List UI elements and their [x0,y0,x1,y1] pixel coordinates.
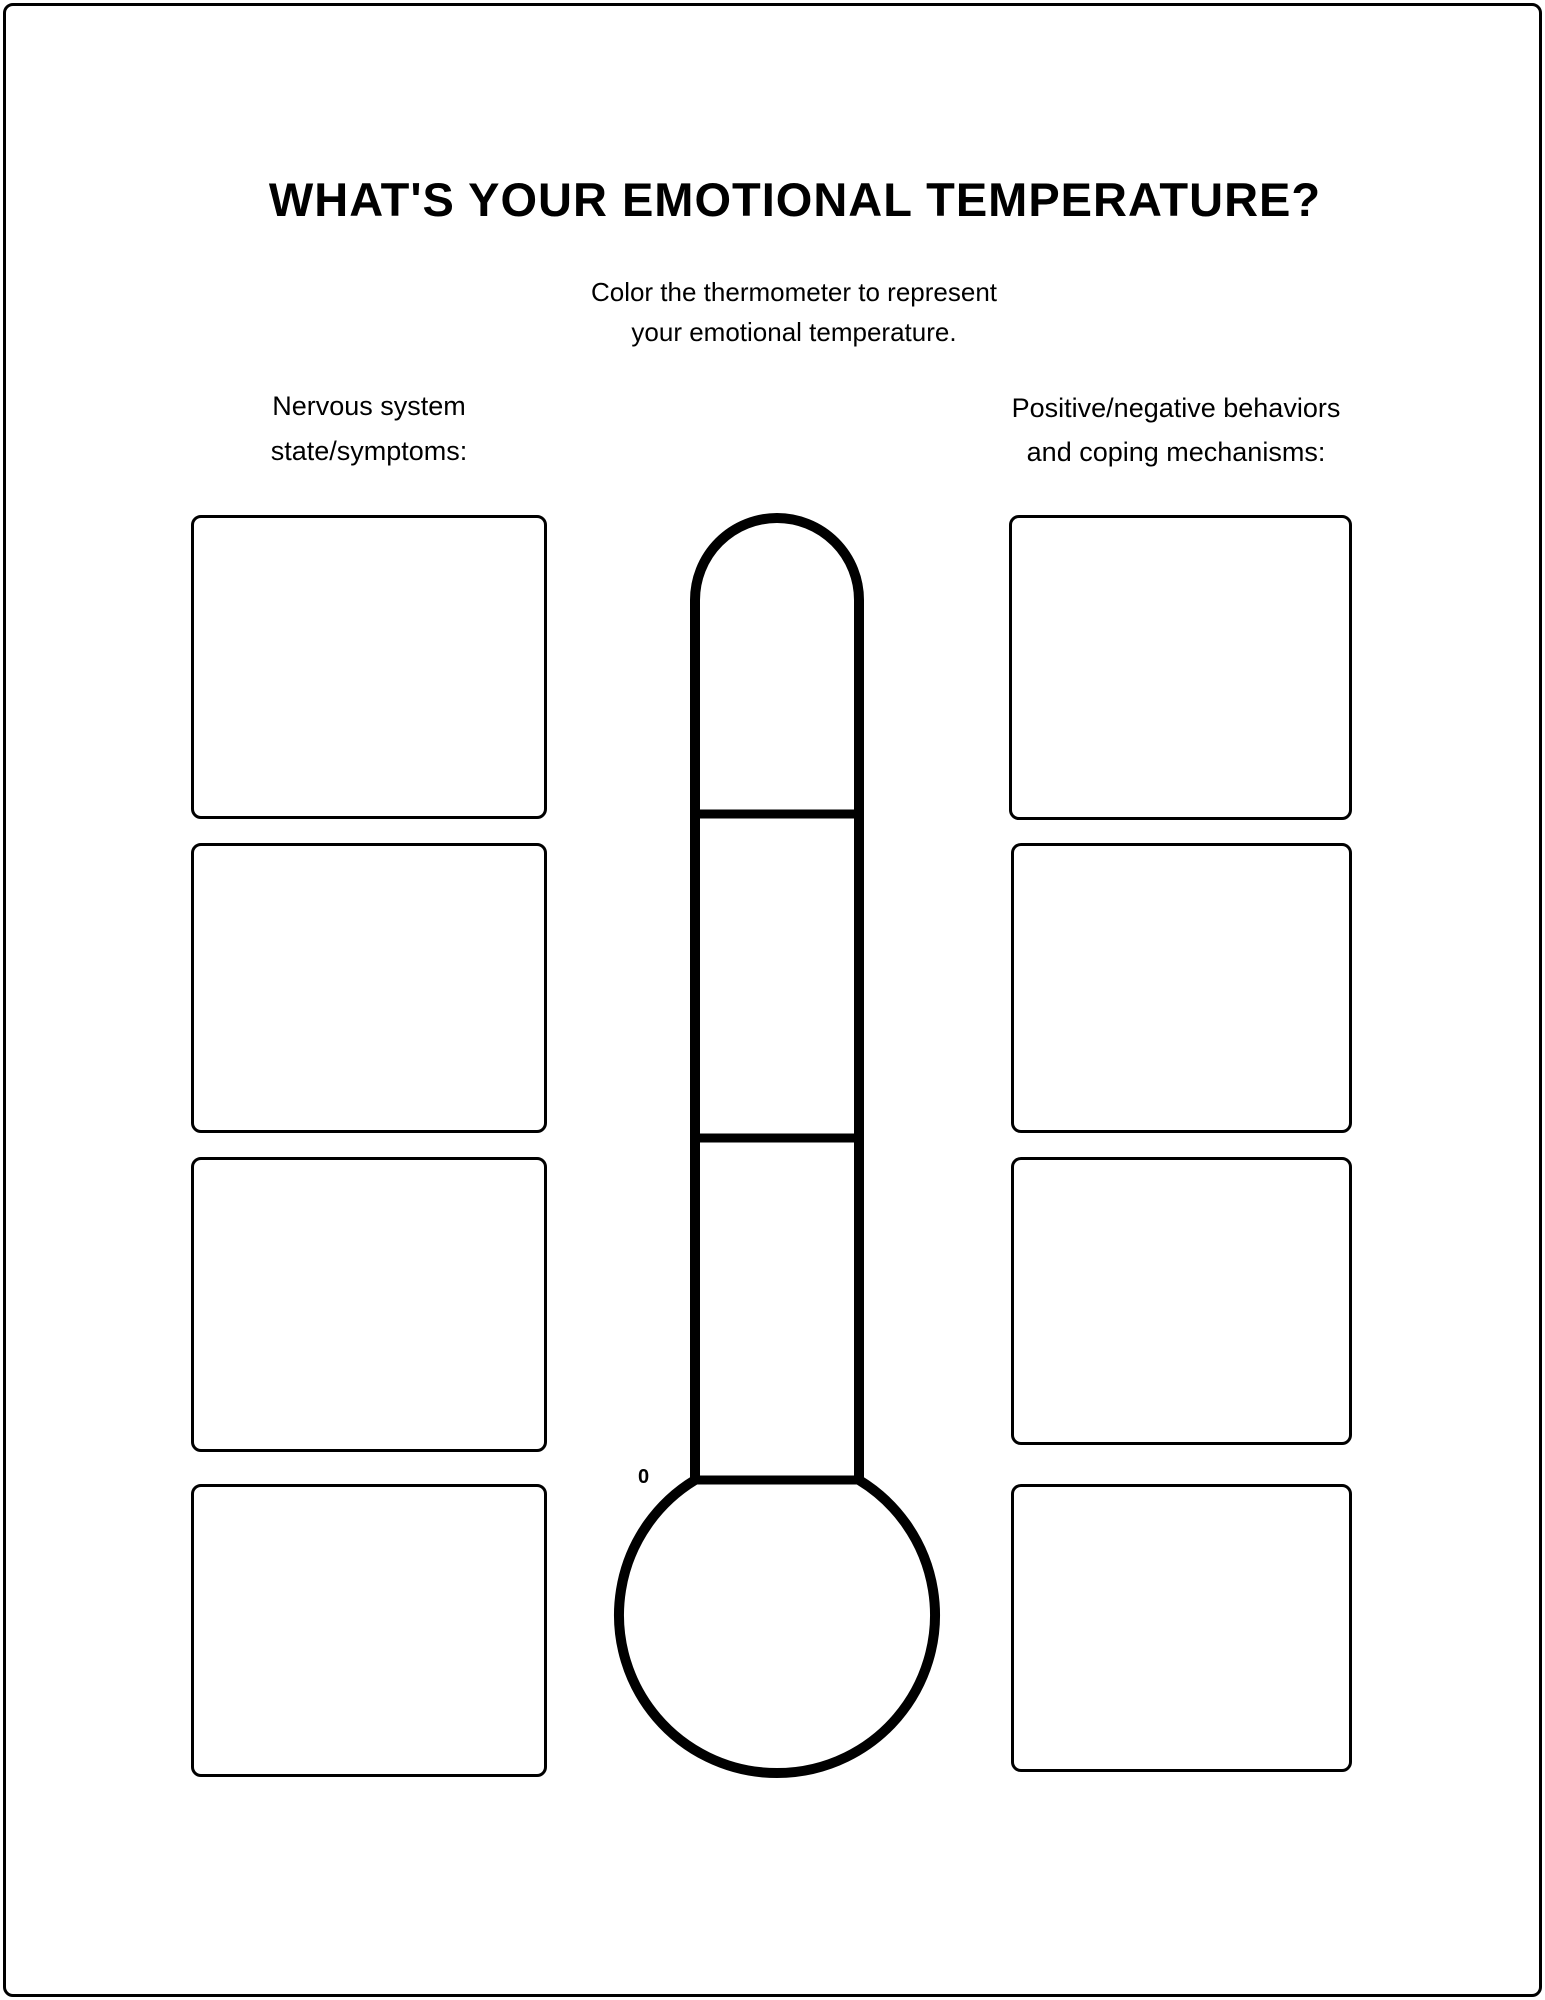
thermometer-tube[interactable] [695,518,859,1480]
right-column-label-line-1: Positive/negative behaviors [1011,393,1341,423]
instructions-line-2: your emotional temperature. [631,317,957,347]
thermometer-zero-label: 0 [638,1466,650,1488]
thermometer-bulb[interactable] [619,1480,935,1773]
left-column-label-line-1: Nervous system [272,391,466,421]
left-column-label-line-2: state/symptoms: [270,436,468,466]
page-title: WHAT'S YOUR EMOTIONAL TEMPERATURE? [268,173,1322,226]
instructions-line-1: Color the thermometer to represent [590,277,998,307]
right-column-label-line-2: and coping mechanisms: [1026,437,1326,467]
